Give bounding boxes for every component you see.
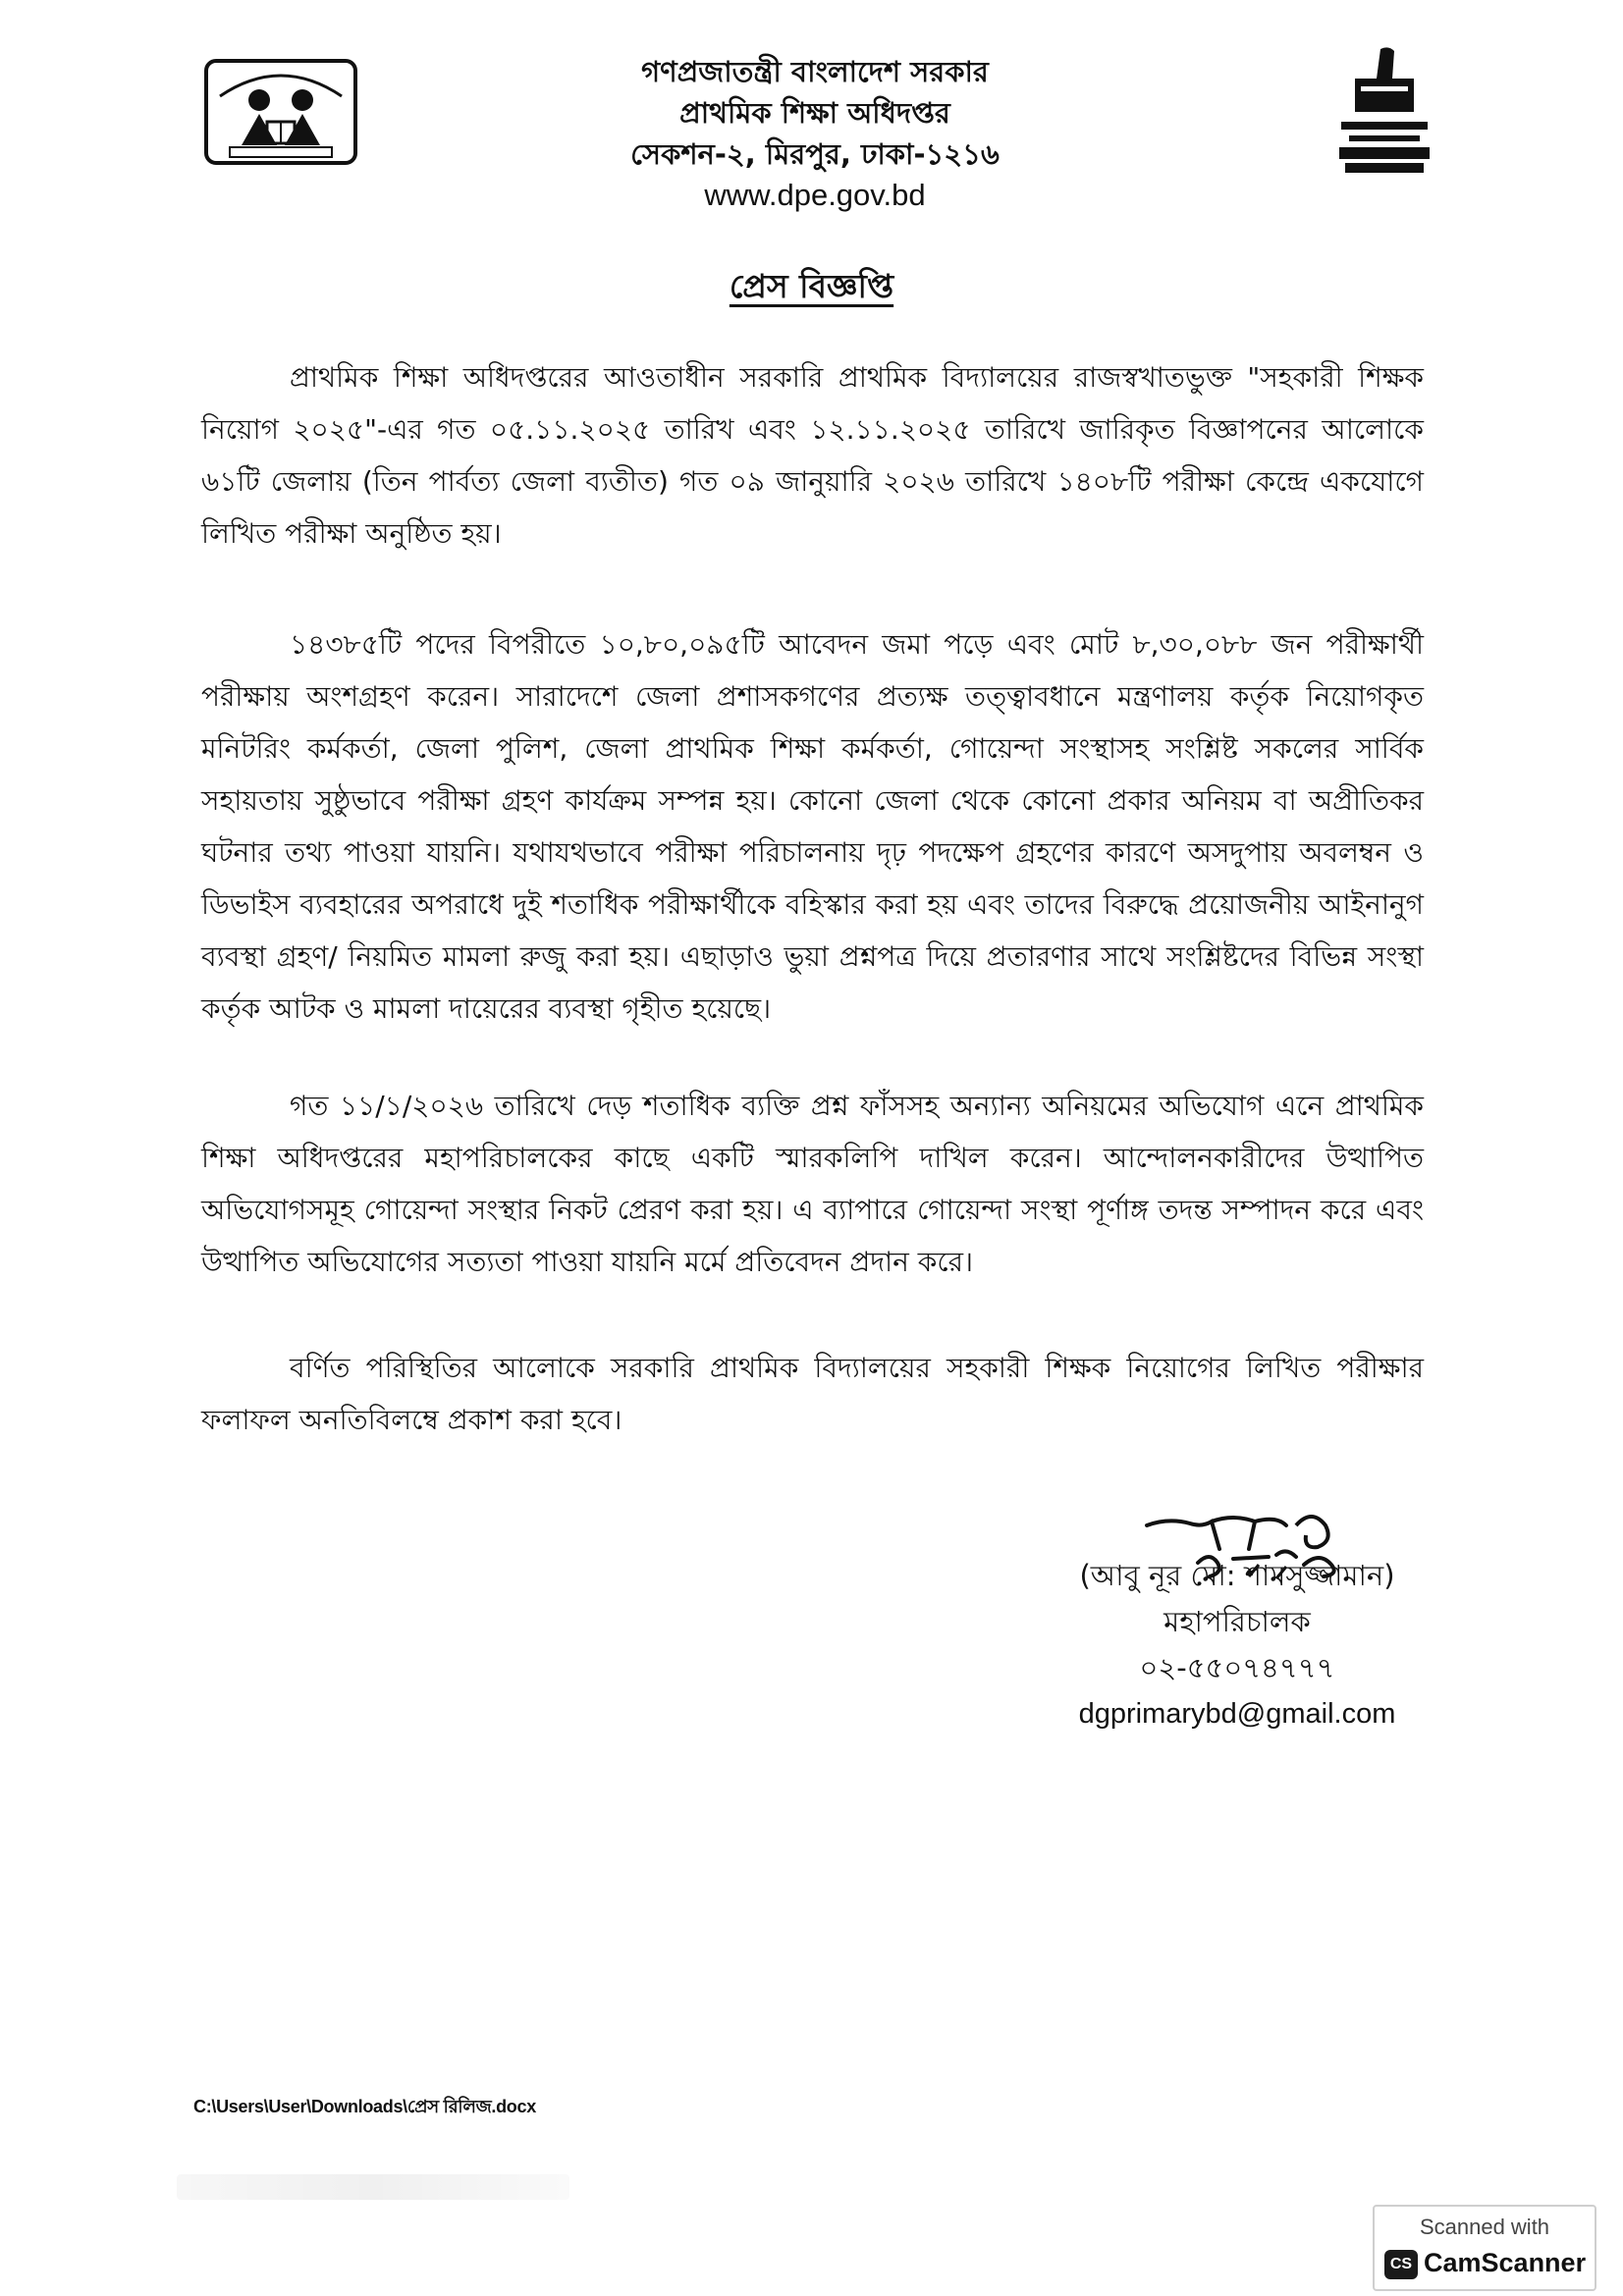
- government-name: গণপ্রজাতন্ত্রী বাংলাদেশ সরকার: [641, 55, 989, 88]
- signatory-phone: ০২-৫৫০৭৪৭৭৭: [1139, 1651, 1335, 1684]
- page-title: প্রেস বিজ্ঞপ্তি: [729, 267, 894, 305]
- office-address: সেকশন-২, মিরপুর, ঢাকা-১২১৬: [630, 137, 1000, 171]
- signatory-email[interactable]: dgprimarybd@gmail.com: [1078, 1698, 1396, 1730]
- faded-scan-mark: [177, 2174, 569, 2200]
- paragraph-exam-statistics: ১৪৩৮৫টি পদের বিপরীতে ১০,৮০,০৯৫টি আবেদন জমা পড়ে এবং মোট ৮,৩০,০৮৮ জন পরীক্ষার্থী পরীক্ষায় অংশগ্রহণ করেন। সারাদেশে জেলা প্রশাসকগণের প্রত্যক্ষ তত্ত্বাবধানে মন্ত্রণালয় কর্তৃক নিয়োগকৃত মনিটরিং কর্মকর্তা, জেলা পুলিশ, জেলা প্রাথমিক শিক্ষা কর্মকর্তা, গোয়েন্দা সংস্থাসহ সংশ্লিষ্ট সকলের সার্বিক সহায়তায় সুষ্ঠুভাবে পরীক্ষা গ্রহণ কার্যক্রম সম্পন্ন হয়। কোনো জেলা থেকে কোনো প্রকার অনিয়ম বা অপ্রীতিকর ঘটনার তথ্য পাওয়া যায়নি। যথাযথভাবে পরীক্ষা পরিচালনায় দৃঢ় পদক্ষেপ গ্রহণের কারণে অসদুপায় অবলম্বন ও ডিভাইস ব্যবহারের অপরাধে দুই শতাধিক পরীক্ষার্থীকে বহিস্কার করা হয় এবং তাদের বিরুদ্ধে প্রয়োজনীয় আইনানুগ ব্যবস্থা গ্রহণ/ নিয়মিত মামলা রুজু করা হয়। এছাড়াও ভুয়া প্রশ্নপত্র দিয়ে প্রতারণার সাথে সংশ্লিষ্টদের বিভিন্ন সংস্থা কর্তৃক আটক ও মামলা দায়েরের ব্যবস্থা গৃহীত হয়েছে।: [201, 628, 1424, 1025]
- directorate-name: প্রাথমিক শিক্ষা অধিদপ্তর: [679, 96, 950, 130]
- signatory-designation: মহাপরিচালক: [1163, 1605, 1311, 1638]
- website-link[interactable]: www.dpe.gov.bd: [704, 178, 926, 212]
- camscanner-watermark: [1373, 2205, 1596, 2291]
- camscanner-logo-icon: CS: [1384, 2250, 1418, 2279]
- signatory-name: (আবু নূর মো: শামসুজ্জামান): [1079, 1559, 1395, 1592]
- paragraph-exam-held: প্রাথমিক শিক্ষা অধিদপ্তরের আওতাধীন সরকারি প্রাথমিক বিদ্যালয়ের রাজস্বখাতভুক্ত "সহকারী শিক্ষক নিয়োগ ২০২৫"-এর গত ০৫.১১.২০২৫ তারিখ এবং ১২.১১.২০২৫ তারিখে জারিকৃত বিজ্ঞাপনের আলোকে ৬১টি জেলায় (তিন পার্বত্য জেলা ব্যতীত) গত ০৯ জানুয়ারি ২০২৬ তারিখে ১৪০৮টি পরীক্ষা কেন্দ্রে একযোগে লিখিত পরীক্ষা অনুষ্ঠিত হয়।: [201, 361, 1424, 550]
- scanner-caption: Scanned with: [1419, 2215, 1550, 2239]
- election-referendum-logo-icon: [1331, 43, 1437, 181]
- paragraph-allegation-investigation: গত ১১/১/২০২৬ তারিখে দেড় শতাধিক ব্যক্তি প্রশ্ন ফাঁসসহ অন্যান্য অনিয়মের অভিযোগ এনে প্রাথমিক শিক্ষা অধিদপ্তরের মহাপরিচালকের কাছে একটি স্মারকলিপি দাখিল করেন। আন্দোলনকারীদের উত্থাপিত অভিযোগসমূহ গোয়েন্দা সংস্থার নিকট প্রেরণ করা হয়। এ ব্যাপারে গোয়েন্দা সংস্থা পূর্ণাঙ্গ তদন্ত সম্পাদন করে এবং উত্থাপিত অভিযোগের সত্যতা পাওয়া যায়নি মর্মে প্রতিবেদন প্রদান করে।: [201, 1090, 1424, 1278]
- scanner-brand: CamScanner: [1424, 2248, 1587, 2277]
- dpe-logo-icon: [202, 57, 359, 167]
- document-file-path: C:\Users\User\Downloads\প্রেস রিলিজ.docx: [193, 2097, 536, 2116]
- letterhead: [550, 51, 1080, 216]
- signatory-block: [1060, 1553, 1414, 1737]
- paragraph-result-publication: বর্ণিত পরিস্থিতির আলোকে সরকারি প্রাথমিক বিদ্যালয়ের সহকারী শিক্ষক নিয়োগের লিখিত পরীক্ষার ফলাফল অনতিবিলম্বে প্রকাশ করা হবে।: [201, 1352, 1424, 1436]
